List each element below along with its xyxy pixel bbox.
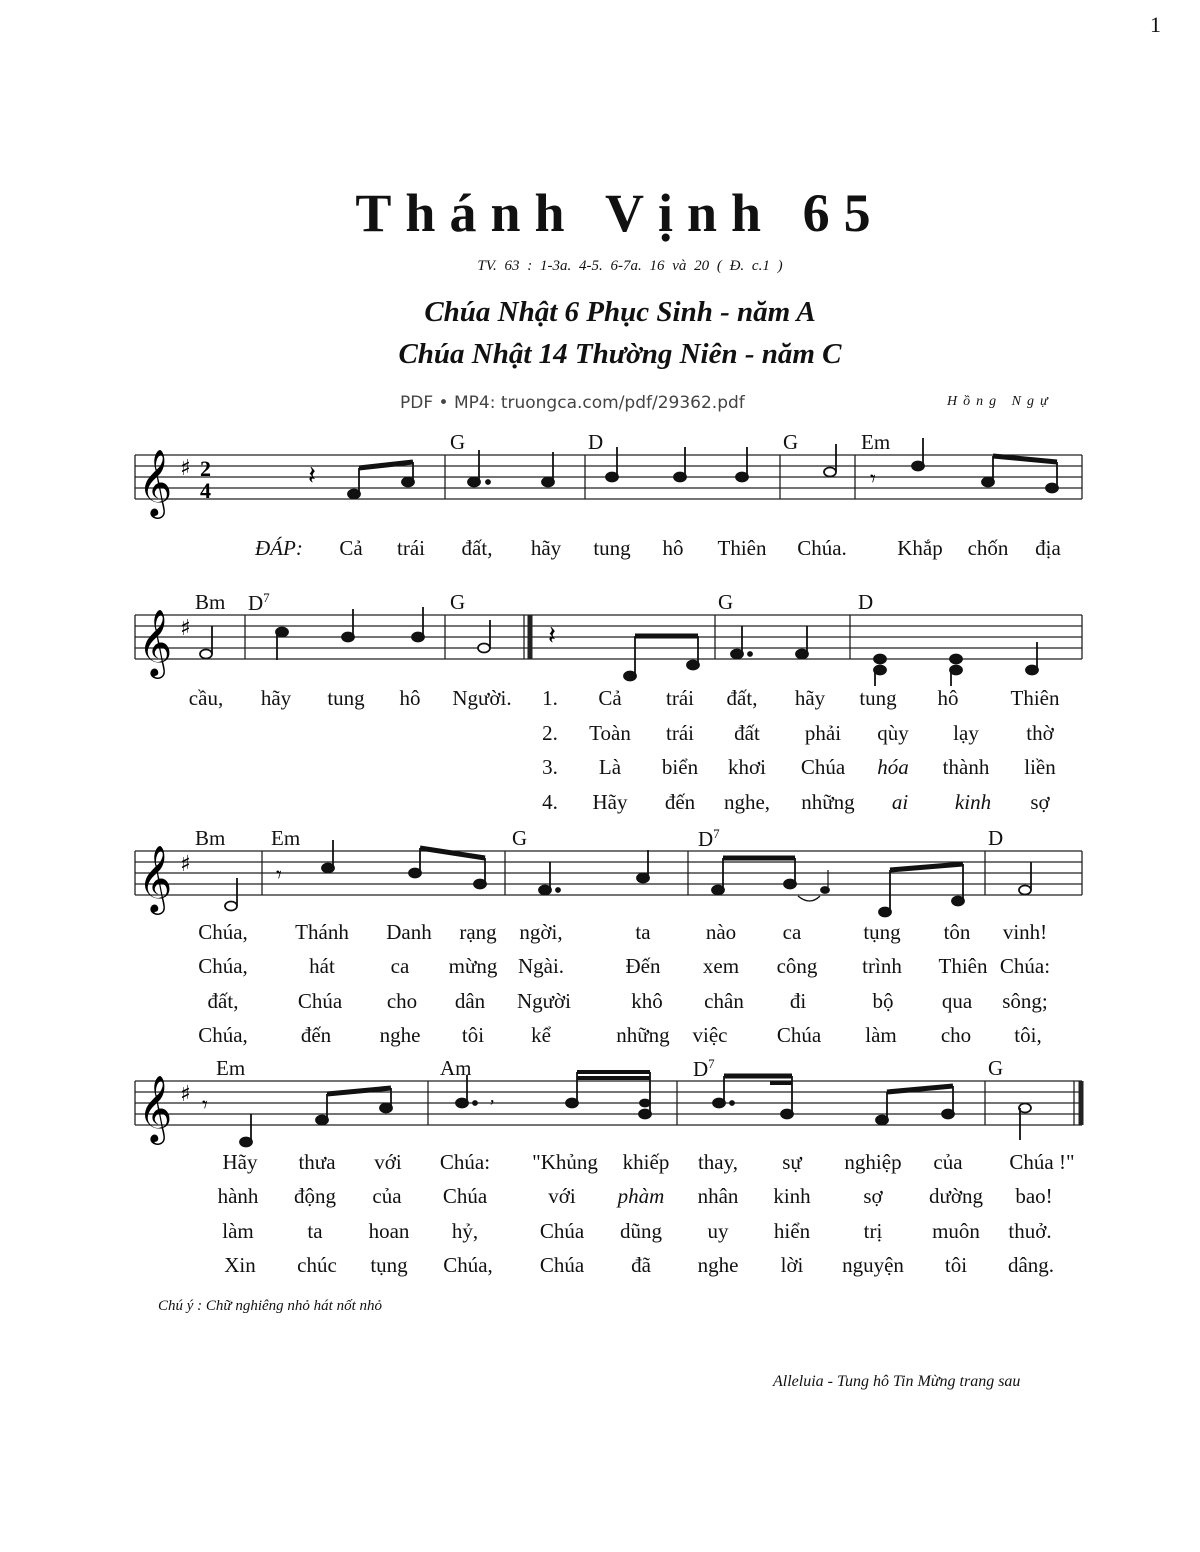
lyric: hô [937,686,959,710]
sharp-icon: ♯ [180,616,191,641]
lyric: làm [865,1023,897,1047]
song-title: Thánh Vịnh 65 [355,183,885,243]
lyric: hỷ, [451,1219,479,1243]
lyric: Hãy [592,790,628,814]
lyric-label: ĐÁP: [255,536,303,560]
lyric: Chúa. [797,536,847,560]
lyric: khô [631,989,663,1013]
verse-number: 2. [542,721,558,745]
lyric: sợ [1030,790,1050,814]
lyric-small-note: phàm [617,1184,665,1208]
chord-d7 [248,590,270,616]
chord: G [988,1056,1004,1080]
lyric: cho [940,1023,972,1047]
lyric: với [374,1150,402,1174]
lyric: hành [217,1184,259,1208]
chord-extension: 7 [708,1056,715,1071]
lyric: dường [929,1184,983,1208]
lyric: đất, [726,686,758,710]
lyric: hiển [773,1219,811,1243]
lyric: trái [666,686,694,710]
lyric: Chúa [776,1023,822,1047]
lyric: Chúa [297,989,343,1013]
lyric: Toàn [589,721,631,745]
occasion-line-2: Chúa Nhật 14 Thường Niên - năm C [398,338,842,370]
composer-name: Hồng Ngự [947,394,1054,409]
occasion-line-1: Chúa Nhật 6 Phục Sinh - năm A [424,296,816,328]
quarter-rest-icon: 𝄽 [548,621,556,651]
music-system-1 [130,430,1090,570]
music-system-3 [130,826,1090,1056]
lyric: nghe [697,1253,739,1277]
lyric: tôi [944,1253,968,1277]
lyric: dũng [620,1219,662,1243]
treble-clef-icon: 𝄞 [138,1074,173,1142]
time-sig-bottom: 4 [200,478,211,503]
lyric: đã [631,1253,651,1277]
lyric: kinh [773,1184,811,1208]
lyric: Cả [598,686,622,710]
music-system-2 [130,590,1090,820]
lyric: việc [692,1023,728,1047]
lyric: nào [705,920,737,944]
lyric: tụng [370,1253,408,1277]
lyric: thưa [298,1150,336,1174]
lyric: Chúa: [999,954,1051,978]
lyric: tung [593,536,631,560]
lyric: nghiệp [844,1150,902,1174]
lyric: đất, [461,536,493,560]
lyric: thờ [1026,721,1054,745]
lyric: công [776,954,818,978]
eighth-rest-icon: 𝄾 [276,863,282,888]
lyric: Chúa [539,1253,585,1277]
lyric: sự [782,1150,802,1174]
lyric: mừng [448,954,498,978]
verse-number: 1. [542,686,558,710]
chord: Em [216,1056,246,1080]
lyric: của [372,1184,402,1208]
lyric: sông; [1002,989,1048,1013]
lyric: Xin [224,1253,256,1277]
lyric: thay, [697,1150,739,1174]
lyric: cho [386,989,418,1013]
lyric: Người. [452,686,512,710]
lyric: Ngài. [517,954,565,978]
chord-root: D [693,1057,709,1081]
lyric: làm [222,1219,254,1243]
lyric: đến [664,790,696,814]
sharp-icon: ♯ [180,1082,191,1107]
sharp-icon: ♯ [180,456,191,481]
lyric: Chúa, [198,1023,248,1047]
lyric: Chúa, [198,920,248,944]
lyric: Chúa [539,1219,585,1243]
lyric: cầu, [188,686,224,710]
lyric: tôi [461,1023,485,1047]
lyric: muôn [932,1219,980,1243]
lyric: chốn [967,536,1009,560]
chord: Em [861,430,891,454]
lyric: tôi, [1014,1023,1042,1047]
time-sig-top: 2 [200,456,211,481]
lyric: những [616,1023,670,1047]
lyric: trình [862,954,902,978]
chord: D [858,590,874,614]
lyric: "Khủng [532,1150,598,1174]
chord: G [512,826,528,850]
lyric: thành [942,755,990,779]
lyric: bao! [1015,1184,1053,1208]
lyric: Danh [386,920,432,944]
lyric: hoan [368,1219,410,1243]
lyric: đến [300,1023,332,1047]
lyric: Thiên [717,536,767,560]
chord: Em [271,826,301,850]
lyric: trái [666,721,694,745]
lyric: động [294,1184,336,1208]
chord-extension: 7 [713,826,720,841]
chord: Bm [195,826,226,850]
lyric: đất, [207,989,239,1013]
lyric: lời [780,1253,804,1277]
lyric: kể [531,1023,551,1047]
lyric: chúc [297,1253,337,1277]
lyric: Thánh [295,920,349,944]
lyric: sợ [863,1184,883,1208]
next-page-note: Alleluia - Tung hô Tin Mừng trang sau [773,1373,1021,1390]
eighth-rest-icon: 𝄾 [202,1093,208,1118]
lyric: nghe, [723,790,771,814]
lyric: ca [782,920,802,944]
lyric: hãy [794,686,826,710]
chord-root: D [698,827,714,851]
chord: G [718,590,734,614]
lyric: qùy [877,721,909,745]
chord-extension: 7 [263,590,270,605]
lyric: trái [397,536,425,560]
lyric: Khắp [897,536,943,560]
lyric-small-note: kinh [954,790,992,814]
lyric: Chúa, [198,954,248,978]
sharp-icon: ♯ [180,852,191,877]
lyric: Cả [339,536,363,560]
lyric: nhân [697,1184,739,1208]
lyric: hô [662,536,684,560]
chord-root: D [248,591,264,615]
treble-clef-icon: 𝄞 [138,608,173,676]
lyric: Chúa [800,755,846,779]
chord: Am [440,1056,472,1080]
quarter-rest-icon: 𝄽 [308,461,316,491]
lyric: với [548,1184,576,1208]
lyric: liền [1024,755,1056,779]
lyric: những [801,790,855,814]
lyric-small-note: ai [891,790,909,814]
lyric: khiếp [622,1150,670,1174]
page-number: 1 [1150,12,1161,37]
chord: D [588,430,604,454]
lyric: tôn [943,920,971,944]
lyric: Thiên [1010,686,1060,710]
music-system-4 [130,1056,1090,1286]
lyric: hát [309,954,335,978]
lyric: chân [704,989,744,1013]
chord: G [450,430,466,454]
lyric: hãy [530,536,562,560]
chord: Bm [195,590,226,614]
lyric: rạng [459,920,497,944]
lyric: nguyện [842,1253,904,1277]
lyric: đi [789,989,807,1013]
lyric: Chúa !" [1009,1150,1075,1174]
chord: G [450,590,466,614]
lyric: ta [307,1219,323,1243]
lyric: khơi [728,755,766,779]
lyric: Chúa, [443,1253,493,1277]
lyric: xem [702,954,740,978]
lyric: Chúa [442,1184,488,1208]
lyric: biển [661,755,699,779]
lyric: vinh! [1002,920,1048,944]
chord: G [783,430,799,454]
lyric: lạy [953,721,979,745]
lyric: Thiên [938,954,988,978]
lyric: trị [863,1219,883,1243]
verse-number: 3. [542,755,558,779]
lyric: dân [454,989,486,1013]
lyric-small-note: hóa [877,755,909,779]
lyric: hô [399,686,421,710]
chord-d7 [698,826,720,852]
lyric: Đến [625,954,661,978]
breath-mark-icon: , [490,1086,495,1106]
lyric: Hãy [222,1150,258,1174]
lyric: ta [635,920,651,944]
lyric: phải [804,721,842,745]
lyric: địa [1035,536,1061,560]
lyric: uy [707,1219,729,1243]
lyric: tụng [863,920,901,944]
lyric: ngời, [519,920,563,944]
lyric: đất [734,721,760,745]
staff-2 [130,590,1090,690]
chord: D [988,826,1004,850]
lyric: nghe [379,1023,421,1047]
eighth-rest-icon: 𝄾 [870,467,876,492]
chord-d7 [693,1056,715,1082]
lyric: bộ [872,989,894,1013]
footnote: Chú ý : Chữ nghiêng nhỏ hát nốt nhỏ [158,1298,383,1314]
source-link[interactable]: PDF • MP4: truongca.com/pdf/29362.pdf [400,393,745,413]
staff-1 [130,430,1090,530]
psalm-reference: TV. 63 : 1-3a. 4-5. 6-7a. 16 và 20 ( Đ. c.1 ) [477,258,783,274]
lyric: của [933,1150,963,1174]
lyric: Là [598,755,622,779]
lyric: ca [390,954,410,978]
lyric: thuở. [1008,1219,1052,1243]
lyric: Người [517,989,571,1013]
treble-clef-icon: 𝄞 [138,448,173,516]
lyric: Chúa: [439,1150,491,1174]
lyric: dâng. [1007,1253,1055,1277]
lyric: qua [941,989,973,1013]
lyric: hãy [260,686,292,710]
lyric: tung [327,686,365,710]
treble-clef-icon: 𝄞 [138,844,173,912]
verse-number: 4. [542,790,558,814]
lyric: tung [859,686,897,710]
